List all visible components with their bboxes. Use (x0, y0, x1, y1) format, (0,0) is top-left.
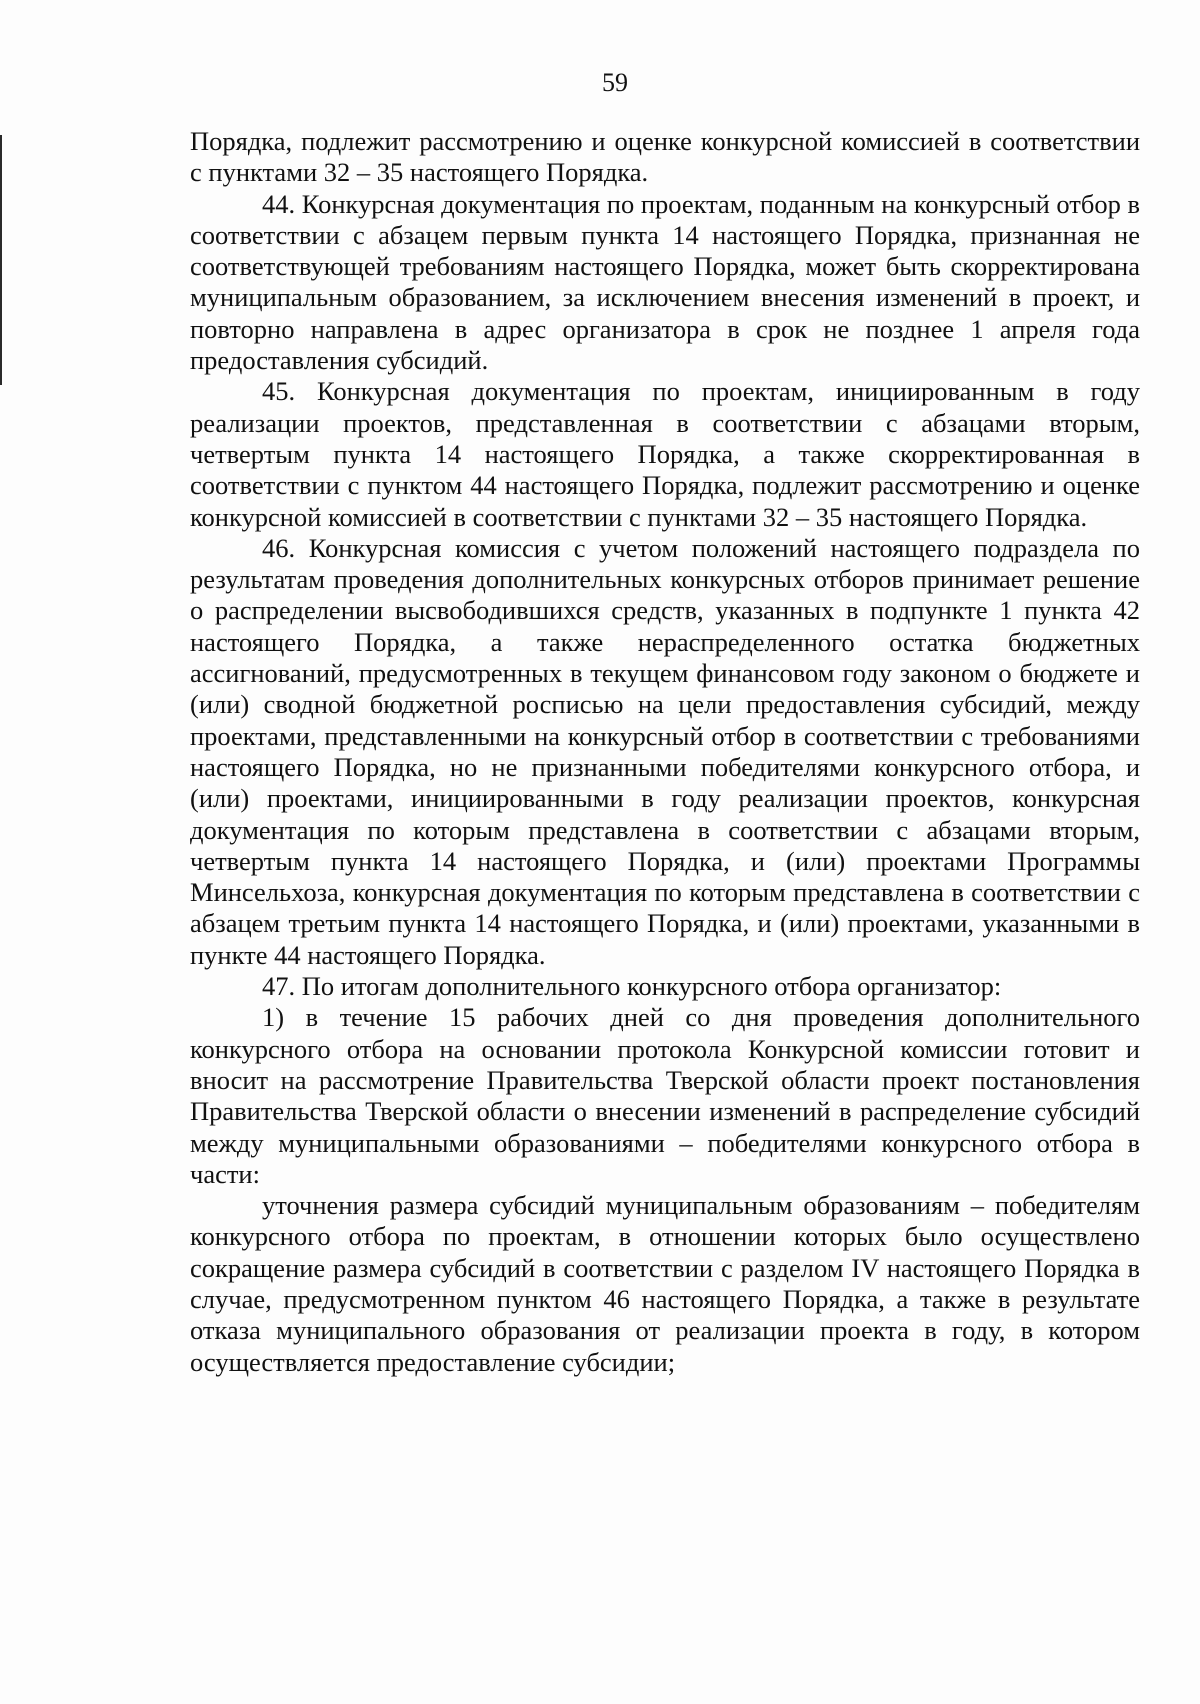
paragraph-47-item-1: 1) в течение 15 рабочих дней со дня проведения дополнительного конкурсного отбора на основании протокола Конкурсной комиссии готовит и вносит на рассмотрение Правительства Тверской области проект постановления Правительства Тверской области о внесении изменений в распределение субсидий между муниципальными образованиями – победителями конкурсного отбора в части: (190, 1002, 1140, 1189)
paragraph-45: 45. Конкурсная документация по проектам, инициированным в году реализации проектов, представленная в соответствии с абзацами вторым, четвертым пункта 14 настоящего Порядка, а также скорректированная в соответствии с пунктом 44 настоящего Порядка, подлежит рассмотрению и оценке конкурсной комиссией в соответствии с пунктами 32 – 35 настоящего Порядка. (190, 376, 1140, 532)
paragraph-47-item-1-clause: уточнения размера субсидий муниципальным образованиям – победителям конкурсного отбора по проектам, в отношении которых было осуществлено сокращение размера субсидий в соответствии с разделом IV настоящего Порядка в случае, предусмотренном пунктом 46 настоящего Порядка, а также в результате отказа муниципального образования от реализации проекта в году, в котором осуществляется предоставление субсидии; (190, 1190, 1140, 1377)
document-body (190, 126, 1140, 1378)
paragraph-46: 46. Конкурсная комиссия с учетом положений настоящего подраздела по результатам проведения дополнительных конкурсных отборов принимает решение о распределении высвободившихся средств, указанных в подпункте 1 пункта 42 настоящего Порядка, а также нераспределенного остатка бюджетных ассигнований, предусмотренных в текущем финансовом году законом о бюджете и (или) сводной бюджетной росписью на цели предоставления субсидий, между проектами, представленными на конкурсный отбор в соответствии с требованиями настоящего Порядка, но не признанными победителями конкурсного отбора, и (или) проектами, инициированными в году реализации проектов, конкурсная документация по которым представлена в соответствии с абзацами вторым, четвертым пункта 14 настоящего Порядка, и (или) проектами Программы Минсельхоза, конкурсная документация по которым представлена в соответствии с абзацем третьим пункта 14 настоящего Порядка, и (или) проектами, указанными в пункте 44 настоящего Порядка. (190, 532, 1140, 970)
paragraph-44: 44. Конкурсная документация по проектам, поданным на конкурсный отбор в соответствии с абзацем первым пункта 14 настоящего Порядка, признанная не соответствующей требованиям настоящего Порядка, может быть скорректирована муниципальным образованием, за исключением внесения изменений в проект, и повторно направлена в адрес организатора в срок не позднее 1 апреля года предоставления субсидий. (190, 188, 1140, 376)
scan-edge-mark (0, 135, 2, 385)
page-number: 59 (602, 68, 628, 97)
paragraph-47: 47. По итогам дополнительного конкурсного отбора организатор: (262, 971, 1002, 1002)
paragraph-continuation: Порядка, подлежит рассмотрению и оценке конкурсной комиссией в соответствии с пунктами 32 – 35 настоящего Порядка. (190, 126, 1140, 188)
